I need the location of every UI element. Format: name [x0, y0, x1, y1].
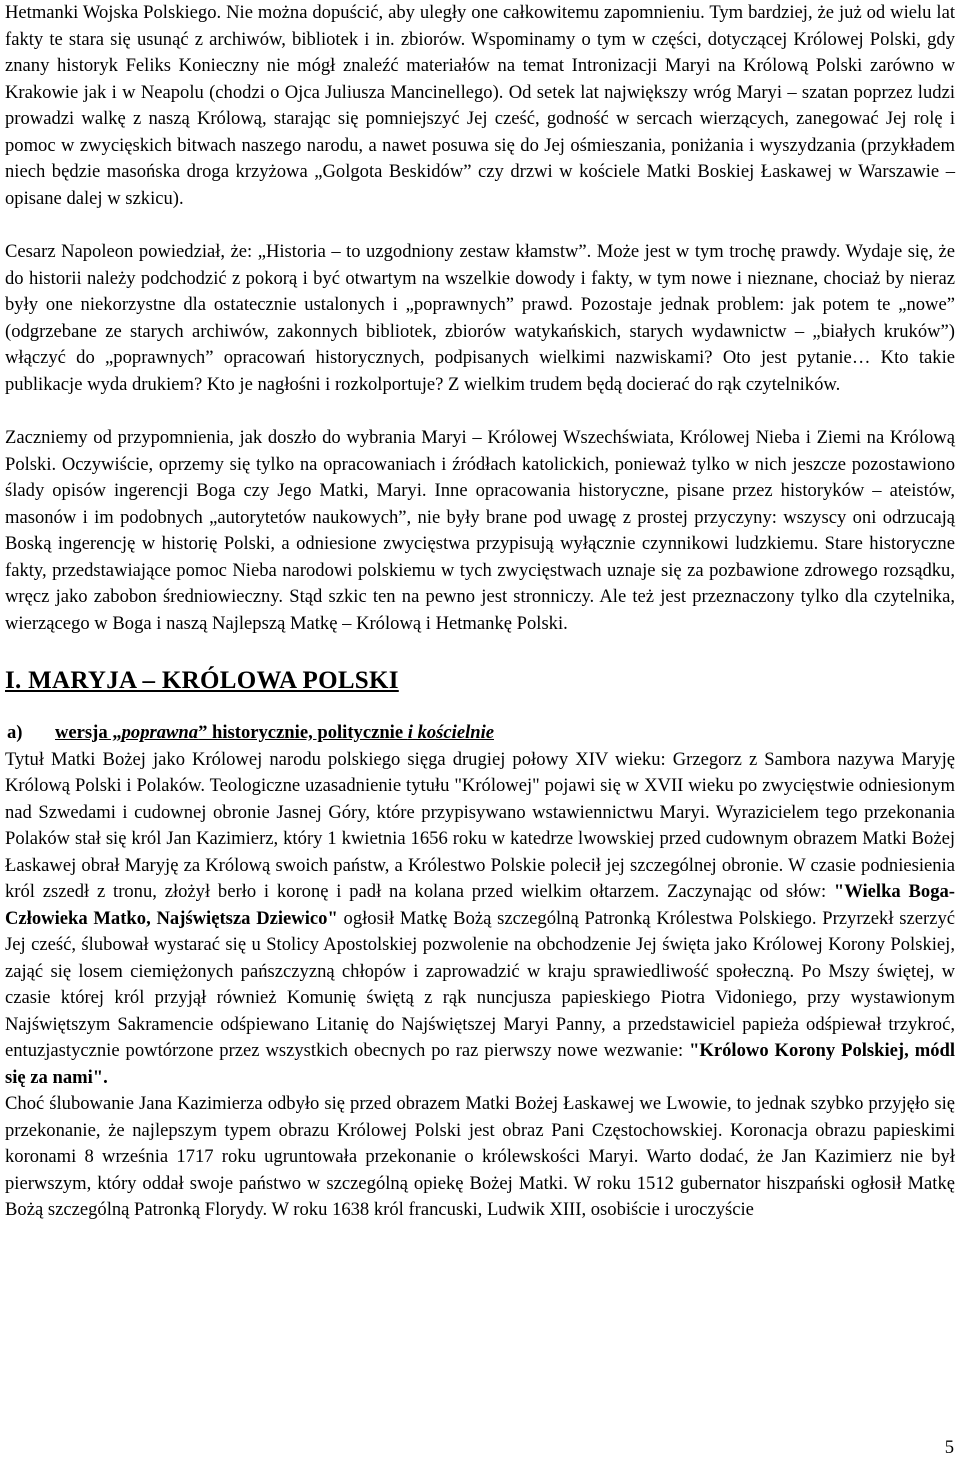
subsection-title-italic: i kościelnie [407, 722, 494, 743]
section-paragraph-1-quote: "Wielka Boga-Człowieka Matko, Najświętsza Dziewico" [5, 881, 955, 929]
reminder-paragraph: Zaczniemy od przypomnienia, jak doszło do wybrania Maryi – Królowej Wszechświata, Królowej Nieba i Ziemi na Królową Polski. Oczywiście, oprzemy się tylko na opracowaniach i źródłach katolickich, ponieważ tylko w nich jeszcze pozostawiono ślady opisów ingerencji Boga czy Jego Matki, Maryi. Inne opracowania historyczne, pisane przez historyków – ateistów, masonów i im podobnych „autorytetów naukowych”, nie były brane pod uwagę z prostej przyczyny: wszyscy oni odrzucają Boską ingerencję w historię Polski, a odniesione zwycięstwa przypisują wyłącznie czynnikowi ludzkiemu. Stare historyczne fakty, przedstawiające pomoc Nieba narodowi polskiemu w tych zwycięstwach uznaje się za pozbawione zdrowego rozsądku, wręcz jako zabobon średniowieczny. Stąd szkic ten na pewno jest stronniczy. Ale też jest przeznaczony tylko dla czytelnika, wierzącego w Boga i naszą Najlepszą Matkę – Królową i Hetmankę Polski. [5, 427, 955, 634]
paragraph-spacer [5, 398, 955, 425]
napoleon-paragraph: Cesarz Napoleon powiedział, że: „Historia – to uzgodniony zestaw kłamstw”. Może jest w tym trochę prawdy. Wydaje się, że do historii należy podchodzić z pokorą i być otwartym na wszelkie dowody i fakty, w tym nowe i nieznane, chociaż by nieraz były one niekorzystne dla ostatecznie ustalonych i „poprawnych” prawd. Pozostaje jednak problem: jak potem te „nowe” (odgrzebane ze starych archiwów, zakonnych bibliotek, zbiorów watykańskich, starych wydawnictw – „białych kruków”) włączyć do „poprawnych” opracowań historycznych, podpisanych wielkimi nazwiskami? Oto jest pytanie… Kto takie publikacje wyda drukiem? Kto je nagłośni i rozkolportuje? Z wielkim trudem będą docierać do rąk czytelników. [5, 241, 955, 395]
paragraph-spacer [5, 212, 955, 239]
section-paragraph-1-text: Tytuł Matki Bożej jako Królowej narodu polskiego sięga drugiej połowy XIV wieku: Grzegorz z Sambora nazywa Maryję Królową Polski i Polaków. Teologiczne uzasadnienie tytułu "Królowej" pojawi się w XVII wieku po zwycięstwie odniesionym nad Szwedami i cudownej obronie Jasnej Góry, które przypisywano wstawiennictwu Maryi. Wyrazicielem tego przekonania Polaków stał się król Jan Kazimierz, który 1 kwietnia 1656 roku w katedrze lwowskiej przed cudownym obrazem Matki Bożej Łaskawej obrał Maryję za Królową swoich państw, a Królestwo Polskie polecił jej szczególnej obronie. W czasie podniesienia król zszedł z tronu, złożył berło i koronę i padł na kolana przed wielkim ołtarzem. Zaczynając od słów: [5, 748, 955, 902]
section-heading: I. MARYJA – KRÓLOWA POLSKI [5, 667, 399, 694]
page-number: 5 [944, 1437, 954, 1458]
subsection-heading [7, 720, 955, 747]
section-paragraph-1 [5, 747, 955, 1092]
intro-paragraph: Hetmanki Wojska Polskiego. Nie można dopuścić, aby uległy one całkowitemu zapomnieniu. Tym bardziej, że już od wielu lat fakty te stara się usunąć z archiwów, bibliotek i in. zbiorów. Wspominamy o tym w części, dotyczącej Królowej Polski, gdy znany historyk Feliks Konieczny nie mógł znaleźć materiałów na temat Intronizacji Maryi na Królową Polski zarówno w Krakowie jak i w Neapolu (chodzi o Ojca Juliusza Mancinellego). Od setek lat największy wróg Maryi – szatan poprzez ludzi prowadzi walkę z naszą Królową, starając się pomniejszyć Jej cześć, godność w sercach wierzących, zanegować Jej rolę i pomoc w zwycięskich bitwach naszego narodu, a nawet posuwa się do Jej ośmieszania, poniżania i wyszydzania (przykładem niech będzie masońska droga krzyżowa „Golgota Beskidów” czy drzwi w kościele Matki Boskiej Łaskawej w Warszawie – opisane dalej w szkicu). [5, 2, 955, 209]
section-paragraph-1-invocation: "Królowo Korony Polskiej, módl się za nami". [5, 1040, 955, 1088]
paragraph-spacer [5, 637, 955, 664]
subsection-title-italic: poprawna [121, 722, 199, 743]
subsection-title-part: wersja „ [55, 722, 122, 743]
subsection-title [55, 722, 494, 743]
subsection-title-part: ” historycznie, politycznie [198, 722, 408, 743]
heading-spacer [5, 698, 955, 720]
section-paragraph-2: Choć ślubowanie Jana Kazimierza odbyło się przed obrazem Matki Bożej Łaskawej we Lwowie, to jednak szybko przyjęło się przekonanie, że najlepszym typem obrazu Królowej Polski jest obraz Pani Częstochowskiej. Koronacja obrazu papieskimi koronami 8 września 1717 roku ugruntowała przekonanie o królewskości Maryi. Warto dodać, że Jan Kazimierz nie był pierwszym, który oddał swoje państwo w szczególną opiekę Bożej Matki. W roku 1512 gubernator hiszpański ogłosił Matkę Bożą szczególną Patronką Florydy. W roku 1638 król francuski, Ludwik XIII, osobiście i uroczyście [5, 1093, 955, 1220]
subsection-marker: a) [7, 722, 23, 743]
section-paragraph-1-text: ogłosił Matkę Bożą szczególną Patronką Królestwa Polskiego. Przyrzekł szerzyć Jej cześć, ślubował wystarać się u Stolicy Apostolskiej pozwolenie na obchodzenie Jej święta jako Królowej Korony Polskiej, zająć się losem ciemiężonych pańszczyzną chłopów i zaprowadzić w kraju sprawiedliwość społeczną. Po Mszy świętej, w czasie której król przyjął również Komunię świętą z rąk nuncjusza papieskiego Piotra Vidoniego, przy wystawionym Najświętszym Sakramencie odśpiewano Litanię do Najświętszej Maryi Panny, a przedstawiciel papieża odśpiewał trzykroć, entuzjastycznie powtórzone przez wszystkich obecnych po raz pierwszy nowe wezwanie: [5, 907, 955, 1061]
